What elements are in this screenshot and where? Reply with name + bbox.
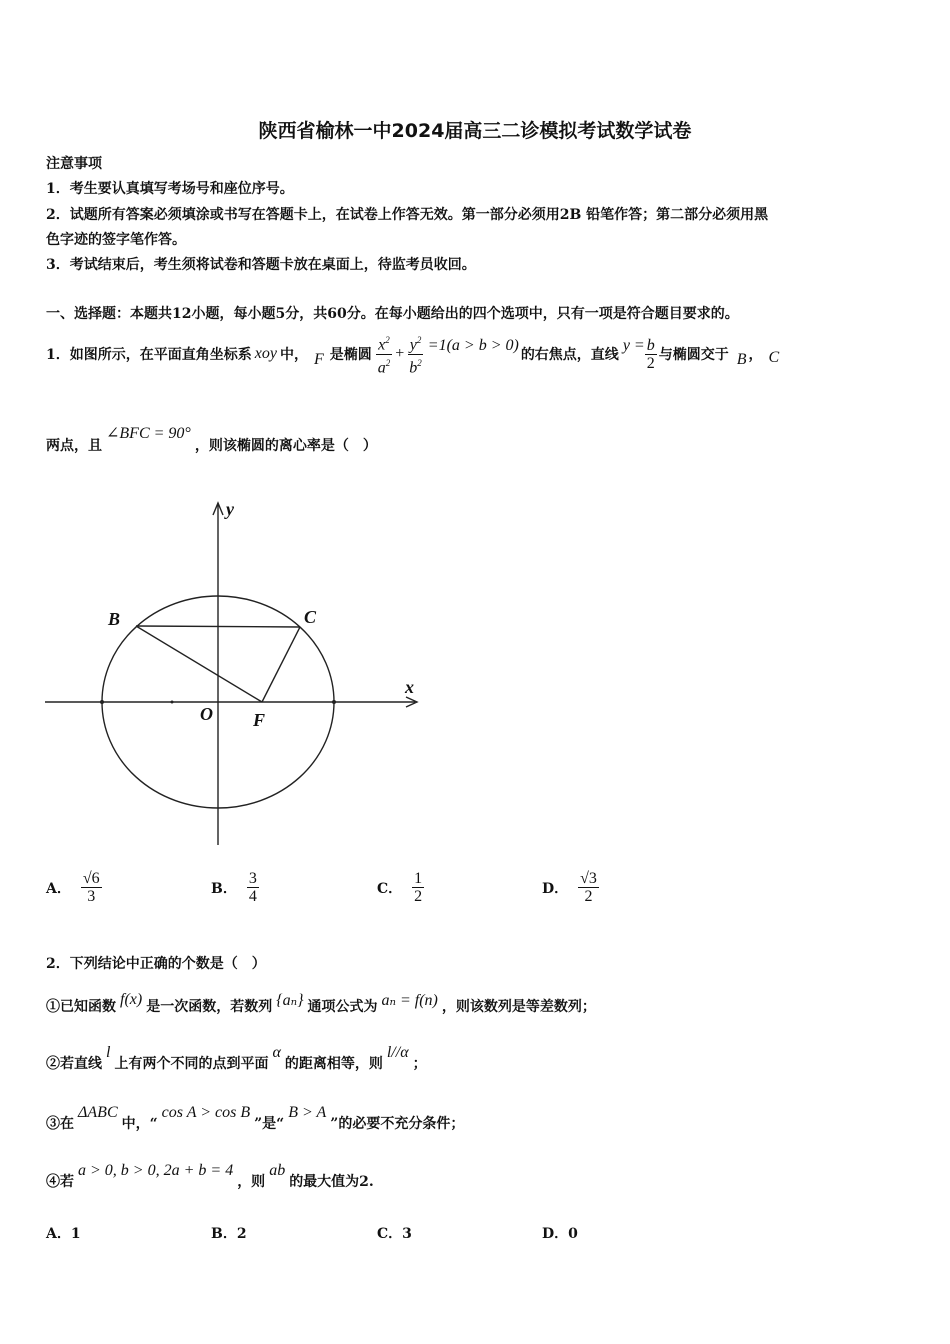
left-vertex-point (100, 700, 104, 704)
notice-item-2: 2．试题所有答案必须填涂或书写在答题卡上，在试卷上作答无效。第一部分必须用2B 铅笔作答；第二部分必须用黑 (46, 207, 769, 223)
label-F: F (253, 710, 266, 730)
q2-statement-3: ③在 ΔABC 中，“ cos A > cos B ”是“ B > A ”的必要不充分条件； (46, 1104, 465, 1132)
q2-option-a[interactable]: A．1 (46, 1226, 81, 1242)
q1-text-6: 两点，且 (46, 438, 102, 454)
q1-math-F: F (313, 351, 324, 368)
q2-statement-4: ④若 a > 0, b > 0, 2a + b = 4 ，则 ab 的最大值为2. (46, 1162, 374, 1190)
q2-statement-2: ②若直线 l 上有两个不同的点到平面 α 的距离相等，则 l//α ； (46, 1044, 427, 1072)
notice-item-1: 1．考生要认真填写考场号和座位序号。 (46, 181, 294, 197)
notice-item-2-cont: 色字迹的签字笔作答。 (46, 232, 186, 248)
notice-item-3: 3．考试结束后，考生须将试卷和答题卡放在桌面上，待监考员收回。 (46, 257, 476, 273)
segment-CF (262, 627, 300, 702)
ellipse-equation: $\frac{x^2}{a^2}$ + $\frac{y^2}{b^2}$ =1(a > b > 0) (376, 332, 519, 376)
q1-math-B: B (736, 351, 747, 368)
q1-math-C: C (768, 349, 780, 366)
q2-statement-1: ①已知函数 f(x) 是一次函数，若数列 {aₙ} 通项公式为 aₙ = f(n) ，则该数列是等差数列； (46, 991, 596, 1015)
q1-option-d[interactable]: D． $\frac{√3}{2}$ (542, 870, 597, 905)
ellipse-frac-y: $\frac{y^2}{b^2}$ (407, 332, 424, 376)
label-B: B (108, 609, 121, 629)
q1-text-2: 中， (279, 347, 308, 363)
section-heading: 一、选择题：本题共12小题，每小题5分，共60分。在每小题给出的四个选项中，只有一项是符合题目要求的。 (46, 306, 739, 322)
segment-BC (136, 626, 300, 627)
q1-text-3: 是椭圆 (329, 347, 372, 363)
q2-option-d[interactable]: D．0 (542, 1226, 578, 1242)
right-vertex-point (332, 700, 336, 704)
q2-stem: 2．下列结论中正确的个数是（ ） (46, 956, 266, 972)
label-y: y (226, 499, 234, 519)
label-C: C (304, 607, 317, 627)
q1-stem-line1: 1．如图所示，在平面直角坐标系 xoy 中， F 是椭圆 $\frac{x^2}{a^2}$ + $\frac{y^2}{b^2}$ =1(a > b > 0) 的右焦点，直线 y = $\frac{b}{2}$ 与椭圆交于 B ， C (46, 330, 779, 378)
line-equation: y = $\frac{b}{2}$ (622, 336, 655, 372)
label-O: O (200, 704, 213, 724)
q1-math-xoy: xoy (254, 345, 277, 362)
q1-option-b[interactable]: B． $\frac{3}{4}$ (211, 870, 257, 905)
q1-stem-line2 (46, 425, 377, 455)
q1-math-angle: ∠BFC = 90° (106, 425, 191, 442)
q2-option-c[interactable]: C．3 (377, 1226, 412, 1242)
q2-option-b[interactable]: B．2 (211, 1226, 247, 1242)
ellipse-frac-x: $\frac{x^2}{a^2}$ (376, 332, 393, 376)
q1-text-5: 与椭圆交于 (658, 347, 729, 363)
q1-option-a[interactable]: A． $\frac{√6}{3}$ (46, 870, 100, 905)
ellipse-figure (40, 495, 430, 850)
page-title: 陕西省榆林一中2024届高三二诊模拟考试数学试卷 (258, 120, 692, 142)
segment-BF (136, 626, 262, 702)
q1-text-1: 1．如图所示，在平面直角坐标系 (46, 347, 252, 363)
q1-option-c[interactable]: C． $\frac{1}{2}$ (377, 870, 423, 905)
notice-heading: 注意事项 (46, 156, 102, 172)
left-focus-point (171, 701, 174, 704)
q1-text-4: 的右焦点，直线 (520, 347, 619, 363)
ellipse-rhs: =1(a > b > 0) (427, 337, 519, 354)
q1-text-7: ，则该椭圆的离心率是（ ） (194, 438, 377, 454)
label-x: x (405, 677, 414, 697)
